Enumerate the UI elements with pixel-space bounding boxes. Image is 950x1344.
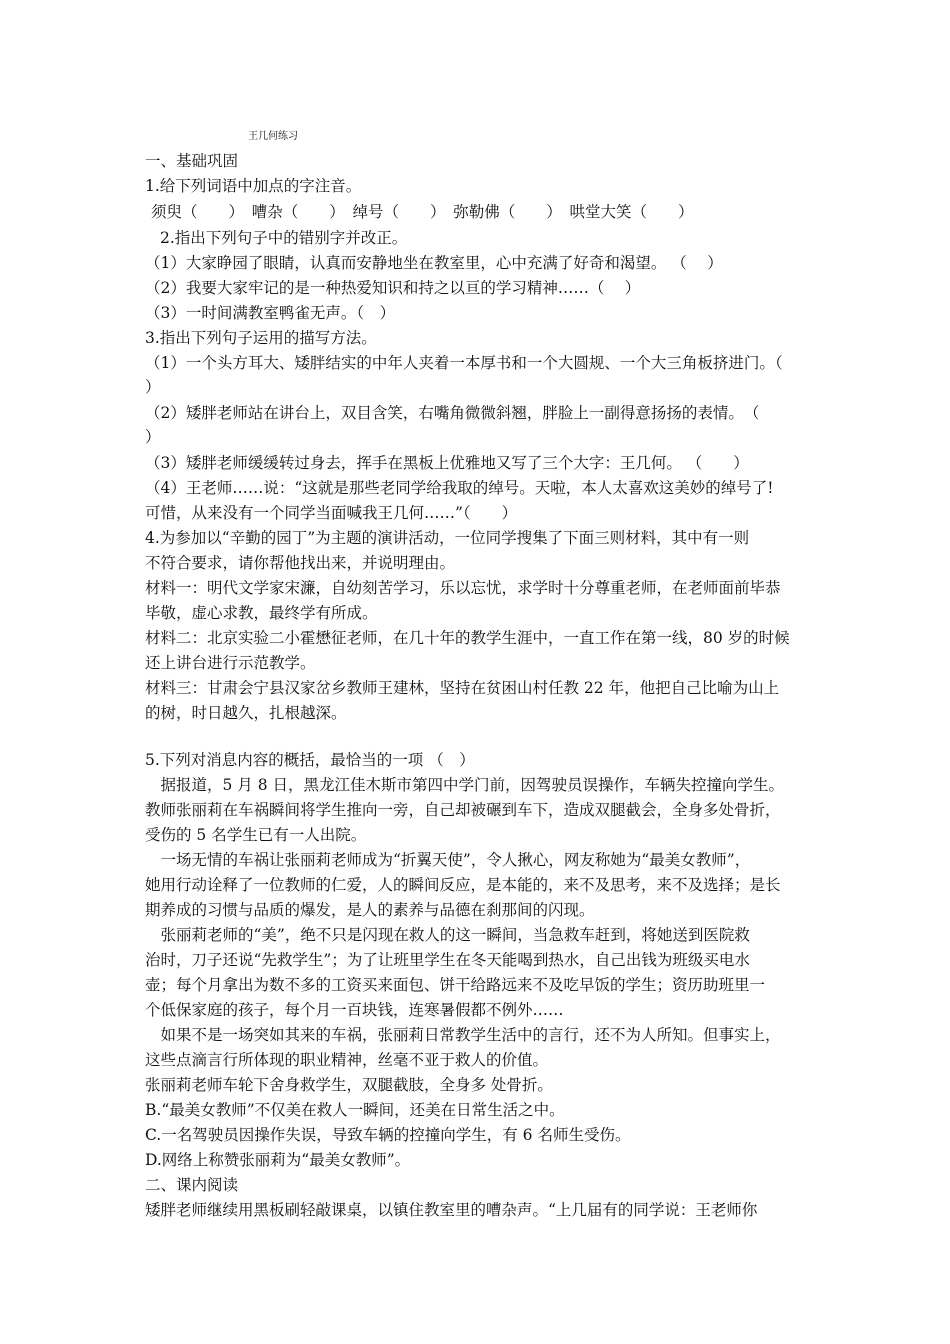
q5-paragraph-line: 个低保家庭的孩子，每个月一百块钱，连寒暑假都不例外…… xyxy=(145,1001,564,1019)
q4-material-1-cont: 毕敬，虚心求教，最终学有所成。 xyxy=(145,604,378,622)
q5-option-d: D.网络上称赞张丽莉为“最美女教师”。 xyxy=(145,1151,411,1169)
q2-sentence-2: （2）我要大家牢记的是一种热爱知识和持之以亘的学习精神……（ ） xyxy=(145,279,641,297)
q5-paragraph-line: 期养成的习惯与品质的爆发，是人的素养与品德在刹那间的闪现。 xyxy=(145,901,595,919)
q3-sentence-4-cont: 可惜，从来没有一个同学当面喊我王几何……”（ ） xyxy=(145,504,518,522)
q3-sentence-2: （2）矮胖老师站在讲台上，双目含笑，右嘴角微微斜翘，胖脸上一副得意扬扬的表情。 （ xyxy=(145,404,760,422)
document-title: 王几何练习 xyxy=(248,131,298,142)
q4-prompt-cont: 不符合要求，请你帮他找出来，并说明理由。 xyxy=(145,554,456,572)
q5-paragraph-line: 她用行动诠释了一位教师的仁爱，人的瞬间反应，是本能的，来不及思考，来不及选择；是长 xyxy=(145,876,781,894)
q5-option-a: 张丽莉老师车轮下舍身救学生，双腿截肢，全身多 处骨折。 xyxy=(145,1076,553,1094)
q1-items: 须臾（ ） 嘈杂（ ） 绰号（ ） 弥勒佛（ ） 哄堂大笑（ ） xyxy=(151,203,694,221)
q5-paragraph-line: 如果不是一场突如其来的车祸，张丽莉日常教学生活中的言行，还不为人所知。但事实上， xyxy=(145,1026,781,1044)
q4-prompt: 4.为参加以“辛勤的园丁”为主题的演讲活动，一位同学搜集了下面三则材料，其中有一则 xyxy=(145,529,750,547)
q2-prompt: 2.指出下列句子中的错别字并改正。 xyxy=(160,229,408,247)
q4-material-1: 材料一：明代文学家宋濂，自幼刻苦学习，乐以忘忧，求学时十分尊重老师，在老师面前毕恭 xyxy=(145,579,781,597)
q3-prompt: 3.指出下列句子运用的描写方法。 xyxy=(145,329,377,347)
q5-paragraph-line: 教师张丽莉在车祸瞬间将学生推向一旁，自己却被碾到车下，造成双腿截会，全身多处骨折， xyxy=(145,801,781,819)
section-heading-basics: 一、基础巩固 xyxy=(145,152,239,170)
q3-sentence-2-cont: ） xyxy=(145,428,161,446)
section-heading-reading: 二、课内阅读 xyxy=(145,1176,239,1194)
q5-option-b: B.“最美女教师”不仅美在救人一瞬间，还美在日常生活之中。 xyxy=(145,1101,565,1119)
q4-material-2-cont: 还上讲台进行示范教学。 xyxy=(145,654,316,672)
q3-sentence-1: （1）一个头方耳大、矮胖结实的中年人夹着一本厚书和一个大圆规、一个大三角板挤进门。（ xyxy=(145,354,783,372)
q1-prompt: 1.给下列词语中加点的字注音。 xyxy=(145,177,362,195)
q4-material-3-cont: 的树，时日越久，扎根越深。 xyxy=(145,704,347,722)
q5-paragraph-line: 据报道，5 月 8 日，黑龙江佳木斯市第四中学门前，因驾驶员误操作，车辆失控撞向学生。 xyxy=(145,776,785,794)
q3-sentence-3: （3）矮胖老师缓缓转过身去，挥手在黑板上优雅地又写了三个大字：王几何。 （ ） xyxy=(145,454,749,472)
q3-sentence-1-cont: ） xyxy=(145,378,161,396)
q5-paragraph-line: 治时，刀子还说“先救学生”；为了让班里学生在冬天能喝到热水，自己出钱为班级买电水 xyxy=(145,951,750,969)
q4-material-3: 材料三：甘肃会宁县汉家岔乡教师王建林，坚持在贫困山村任教 22 年，他把自己比喻为山上 xyxy=(145,679,780,697)
q5-paragraph-line: 壶；每个月拿出为数不多的工资买来面包、饼干给路远来不及吃早饭的学生；资历助班里一 xyxy=(145,976,766,994)
q2-sentence-1: （1）大家睁园了眼睛，认真而安静地坐在教室里，心中充满了好奇和渴望。 （ ） xyxy=(145,254,723,272)
q5-paragraph-line: 张丽莉老师的“美”，绝不只是闪现在救人的这一瞬间，当急救车赶到，将她送到医院救 xyxy=(145,926,750,944)
q5-paragraph-line: 受伤的 5 名学生已有一人出院。 xyxy=(145,826,367,844)
q5-paragraph-line: 这些点滴言行所体现的职业精神，丝毫不亚于救人的价值。 xyxy=(145,1051,549,1069)
q5-option-c: C.一名驾驶员因操作失误，导致车辆的控撞向学生，有 6 名师生受伤。 xyxy=(145,1126,631,1144)
q4-material-2: 材料二：北京实验二小霍懋征老师，在几十年的教学生涯中，一直工作在第一线，80 岁的时候 xyxy=(145,629,790,647)
q3-sentence-4: （4）王老师……说：“这就是那些老同学给我取的绰号。天啦，本人太喜欢这美妙的绰号了! xyxy=(145,479,774,497)
q5-prompt: 5.下列对消息内容的概括，最恰当的一项 （ ） xyxy=(145,751,475,769)
q5-paragraph-line: 一场无情的车祸让张丽莉老师成为“折翼天使”，令人揪心，网友称她为“最美女教师”， xyxy=(145,851,751,869)
q2-sentence-3: （3）一时间满教室鸭雀无声。（ ） xyxy=(145,304,396,322)
reading-passage-line: 矮胖老师继续用黑板刷轻敲课桌，以镇住教室里的嘈杂声。“上几届有的同学说：王老师你 xyxy=(145,1201,758,1219)
